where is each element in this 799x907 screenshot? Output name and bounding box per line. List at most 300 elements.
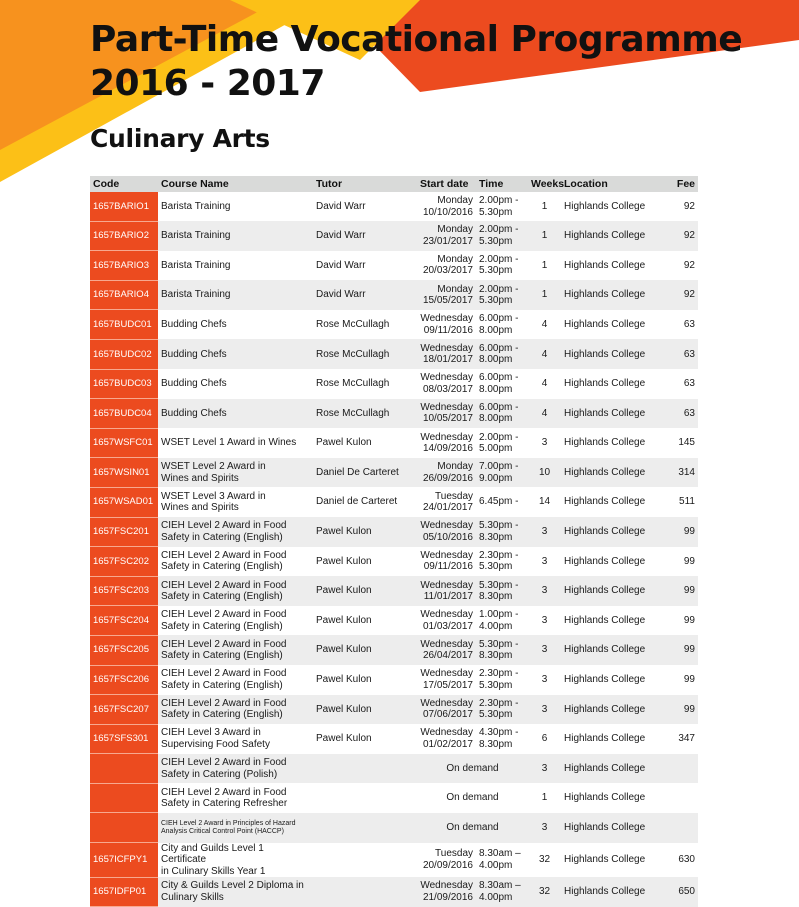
course-weeks: 4 (528, 369, 561, 399)
course-code: 1657WSAD01 (90, 487, 158, 517)
course-location: Highlands College (561, 635, 666, 665)
course-fee: 650 (666, 877, 698, 907)
course-start-day: Monday (437, 283, 473, 295)
course-name-line-1: City & Guilds Level 2 Diploma in (161, 880, 304, 892)
table-row (90, 576, 698, 606)
course-start-date: 17/05/2017 (422, 679, 473, 691)
course-name-line-1: CIEH Level 2 Award in Principles of Hazard (161, 819, 296, 827)
course-time-cell (476, 251, 528, 281)
course-time-start: 2.00pm - (479, 195, 519, 207)
table-row (90, 428, 698, 458)
course-location: Highlands College (561, 428, 666, 458)
course-name-cell (158, 458, 313, 488)
course-start-date: 08/03/2017 (422, 383, 473, 395)
course-name-line-1: CIEH Level 2 Award in Food (161, 786, 287, 798)
course-name-line-1: Barista Training (161, 289, 231, 301)
course-name-cell (158, 695, 313, 725)
course-start-date-cell (417, 339, 476, 369)
course-weeks: 3 (528, 813, 561, 843)
course-code: 1657IDFP01 (90, 877, 158, 907)
table-row (90, 280, 698, 310)
course-start-date: 07/06/2017 (422, 709, 473, 721)
course-location: Highlands College (561, 310, 666, 340)
course-tutor: Rose McCullagh (313, 310, 417, 340)
course-start-on-demand: On demand (417, 783, 528, 813)
course-start-date-cell (417, 576, 476, 606)
course-time-end: 5.30pm (479, 265, 513, 277)
course-weeks: 3 (528, 517, 561, 547)
course-code: 1657SFS301 (90, 724, 158, 754)
table-row (90, 251, 698, 281)
course-name-cell (158, 251, 313, 281)
course-name-cell (158, 369, 313, 399)
course-start-on-demand: On demand (417, 813, 528, 843)
course-name-line-2: Safety in Catering (English) (161, 709, 283, 721)
column-header-start-date: Start date (417, 176, 476, 192)
course-start-date-cell (417, 280, 476, 310)
course-start-day: Monday (437, 195, 473, 207)
course-name-cell (158, 339, 313, 369)
course-name-line-1: WSET Level 1 Award in Wines (161, 437, 297, 449)
column-header-tutor: Tutor (313, 176, 417, 192)
course-fee (666, 783, 698, 813)
course-code: 1657FSC206 (90, 665, 158, 695)
course-tutor: David Warr (313, 251, 417, 281)
course-name-line-2: Culinary Skills (161, 891, 224, 903)
course-start-date: 05/10/2016 (422, 531, 473, 543)
course-code: 1657WSFC01 (90, 428, 158, 458)
course-location: Highlands College (561, 665, 666, 695)
course-location: Highlands College (561, 843, 666, 878)
course-time-start: 6.00pm - (479, 372, 519, 384)
course-name-line-2: Wines and Spirits (161, 472, 239, 484)
course-time-end: 8.30pm (479, 591, 513, 603)
course-name-line-1: Barista Training (161, 200, 231, 212)
course-weeks: 1 (528, 251, 561, 281)
table-row (90, 192, 698, 221)
course-fee: 314 (666, 458, 698, 488)
course-time-cell (476, 606, 528, 636)
course-name-line-2: Analysis Critical Control Point (HACCP) (161, 827, 284, 835)
course-time-cell (476, 428, 528, 458)
course-start-date-cell (417, 843, 476, 878)
course-time-start: 8.30am – (479, 848, 521, 860)
course-start-date: 20/03/2017 (422, 265, 473, 277)
course-tutor: Pawel Kulon (313, 428, 417, 458)
course-time-cell (476, 576, 528, 606)
course-name-line-1: Budding Chefs (161, 318, 227, 330)
course-name-line-1: Budding Chefs (161, 378, 227, 390)
course-location: Highlands College (561, 724, 666, 754)
course-location: Highlands College (561, 813, 666, 843)
course-location: Highlands College (561, 754, 666, 784)
course-name-cell (158, 487, 313, 517)
course-location: Highlands College (561, 877, 666, 907)
course-start-date-cell (417, 369, 476, 399)
course-start-date: 20/09/2016 (422, 859, 473, 871)
table-row (90, 635, 698, 665)
title-line-2: 2016 - 2017 (90, 63, 325, 104)
course-name-line-1: CIEH Level 2 Award in Food (161, 579, 287, 591)
course-name-line-2: Safety in Catering (English) (161, 679, 283, 691)
course-code (90, 754, 158, 784)
course-code: 1657FSC202 (90, 547, 158, 577)
course-location: Highlands College (561, 458, 666, 488)
course-time-end: 8.30pm (479, 650, 513, 662)
course-start-date-cell (417, 192, 476, 221)
course-location: Highlands College (561, 192, 666, 221)
course-time-cell (476, 192, 528, 221)
course-start-day: Monday (437, 461, 473, 473)
table-row (90, 339, 698, 369)
course-weeks: 4 (528, 339, 561, 369)
course-tutor: Daniel De Carteret (313, 458, 417, 488)
table-row (90, 724, 698, 754)
column-header-course-name: Course Name (158, 176, 313, 192)
course-start-date-cell (417, 606, 476, 636)
course-start-date: 01/03/2017 (422, 620, 473, 632)
course-tutor: David Warr (313, 192, 417, 221)
course-time-start: 5.30pm - (479, 520, 519, 532)
course-name-line-2: Safety in Catering (English) (161, 620, 283, 632)
course-start-date: 15/05/2017 (422, 295, 473, 307)
table-row (90, 221, 698, 251)
course-time-end: 8.00pm (479, 354, 513, 366)
course-name-line-2: Wines and Spirits (161, 502, 239, 514)
course-time-cell (476, 221, 528, 251)
course-weeks: 1 (528, 221, 561, 251)
course-fee (666, 754, 698, 784)
course-name-cell (158, 517, 313, 547)
course-code: 1657FSC207 (90, 695, 158, 725)
course-start-date-cell (417, 428, 476, 458)
course-location: Highlands College (561, 369, 666, 399)
course-start-day: Wednesday (420, 372, 473, 384)
course-fee: 347 (666, 724, 698, 754)
course-time-start: 1.00pm - (479, 609, 519, 621)
course-start-day: Monday (437, 224, 473, 236)
course-start-day: Wednesday (420, 638, 473, 650)
course-name-line-1: WSET Level 2 Award in (161, 461, 266, 473)
course-start-date-cell (417, 665, 476, 695)
course-tutor (313, 754, 417, 784)
course-start-day: Wednesday (420, 549, 473, 561)
course-time-end: 5.00pm (479, 443, 513, 455)
course-name-line-1: CIEH Level 3 Award in (161, 727, 261, 739)
course-tutor (313, 783, 417, 813)
course-start-day: Monday (437, 253, 473, 265)
table-row (90, 665, 698, 695)
course-time-start: 6.00pm - (479, 342, 519, 354)
column-header-weeks: Weeks (528, 176, 561, 192)
course-time-end: 9.00pm (479, 472, 513, 484)
course-time-cell (476, 843, 528, 878)
course-time-start: 2.30pm - (479, 668, 519, 680)
course-tutor: Pawel Kulon (313, 724, 417, 754)
course-time-start: 2.00pm - (479, 431, 519, 443)
course-fee: 63 (666, 399, 698, 429)
course-time-end: 8.00pm (479, 383, 513, 395)
course-weeks: 1 (528, 192, 561, 221)
course-start-date: 10/10/2016 (422, 206, 473, 218)
table-row (90, 813, 698, 843)
course-fee (666, 813, 698, 843)
course-table-body (90, 192, 698, 907)
course-fee: 92 (666, 280, 698, 310)
course-time-start: 2.00pm - (479, 283, 519, 295)
course-time-end: 5.30pm (479, 709, 513, 721)
table-row (90, 310, 698, 340)
course-time-end: 8.00pm (479, 324, 513, 336)
course-tutor: Rose McCullagh (313, 339, 417, 369)
course-start-date: 23/01/2017 (422, 235, 473, 247)
course-time-cell (476, 369, 528, 399)
course-location: Highlands College (561, 251, 666, 281)
course-start-date-cell (417, 221, 476, 251)
course-tutor: Rose McCullagh (313, 369, 417, 399)
course-name-cell (158, 280, 313, 310)
course-tutor: Daniel de Carteret (313, 487, 417, 517)
table-row (90, 399, 698, 429)
course-start-day: Wednesday (420, 431, 473, 443)
course-fee: 99 (666, 665, 698, 695)
course-name-cell (158, 843, 313, 878)
course-tutor (313, 877, 417, 907)
course-fee: 630 (666, 843, 698, 878)
course-start-date-cell (417, 399, 476, 429)
course-start-date-cell (417, 635, 476, 665)
course-code: 1657BUDC04 (90, 399, 158, 429)
course-name-line-2: Safety in Catering (English) (161, 561, 283, 573)
course-name-line-1: CIEH Level 2 Award in Food (161, 549, 287, 561)
course-weeks: 4 (528, 399, 561, 429)
course-time-start: 6.00pm - (479, 313, 519, 325)
course-start-date: 26/09/2016 (422, 472, 473, 484)
table-row (90, 783, 698, 813)
column-header-location: Location (561, 176, 666, 192)
course-start-day: Wednesday (420, 727, 473, 739)
course-start-date-cell (417, 251, 476, 281)
course-name-cell (158, 576, 313, 606)
course-fee: 145 (666, 428, 698, 458)
course-time-end: 4.00pm (479, 859, 513, 871)
course-code: 1657BUDC02 (90, 339, 158, 369)
page-title (90, 18, 742, 106)
table-row (90, 458, 698, 488)
course-weeks: 10 (528, 458, 561, 488)
course-time-cell (476, 695, 528, 725)
course-tutor: Pawel Kulon (313, 576, 417, 606)
course-fee: 511 (666, 487, 698, 517)
course-tutor: Rose McCullagh (313, 399, 417, 429)
course-fee: 99 (666, 606, 698, 636)
course-table (90, 176, 698, 907)
course-start-date: 26/04/2017 (422, 650, 473, 662)
course-tutor: Pawel Kulon (313, 547, 417, 577)
course-time-start: 8.30am – (479, 880, 521, 892)
course-start-date-cell (417, 877, 476, 907)
table-row (90, 547, 698, 577)
course-name-cell (158, 724, 313, 754)
course-start-date-cell (417, 517, 476, 547)
course-start-day: Wednesday (420, 697, 473, 709)
course-start-date: 24/01/2017 (422, 502, 473, 514)
course-time-cell (476, 280, 528, 310)
course-time-end: 5.30pm (479, 561, 513, 573)
course-time-cell (476, 310, 528, 340)
course-name-cell (158, 547, 313, 577)
course-location: Highlands College (561, 576, 666, 606)
course-start-date: 01/02/2017 (422, 738, 473, 750)
course-location: Highlands College (561, 783, 666, 813)
course-start-date-cell (417, 487, 476, 517)
course-location: Highlands College (561, 606, 666, 636)
course-weeks: 3 (528, 754, 561, 784)
course-code: 1657BUDC03 (90, 369, 158, 399)
course-location: Highlands College (561, 280, 666, 310)
course-fee: 63 (666, 339, 698, 369)
course-start-day: Wednesday (420, 313, 473, 325)
course-weeks: 3 (528, 665, 561, 695)
course-name-line-1: City and Guilds Level 1 Certificate (161, 842, 264, 866)
course-time-end: 5.30pm (479, 679, 513, 691)
course-fee: 99 (666, 547, 698, 577)
course-name-line-2: Supervising Food Safety (161, 738, 270, 750)
course-tutor: Pawel Kulon (313, 665, 417, 695)
course-start-day: Wednesday (420, 401, 473, 413)
course-time-cell (476, 399, 528, 429)
course-start-date: 18/01/2017 (422, 354, 473, 366)
course-weeks: 14 (528, 487, 561, 517)
column-header-fee: Fee (666, 176, 698, 192)
course-name-cell (158, 877, 313, 907)
course-fee: 63 (666, 369, 698, 399)
course-start-date-cell (417, 724, 476, 754)
course-weeks: 32 (528, 843, 561, 878)
course-start-date: 21/09/2016 (422, 891, 473, 903)
course-time-end: 5.30pm (479, 206, 513, 218)
course-tutor: Pawel Kulon (313, 695, 417, 725)
course-start-date: 11/01/2017 (423, 591, 473, 603)
course-weeks: 6 (528, 724, 561, 754)
course-name-line-1: Barista Training (161, 230, 231, 242)
course-name-cell (158, 783, 313, 813)
course-code: 1657ICFPY1 (90, 843, 158, 878)
course-start-date: 09/11/2016 (423, 561, 473, 573)
course-start-day: Wednesday (420, 520, 473, 532)
course-start-date: 10/05/2017 (422, 413, 473, 425)
course-time-end: 5.30pm (479, 235, 513, 247)
course-code: 1657FSC205 (90, 635, 158, 665)
course-fee: 92 (666, 221, 698, 251)
course-name-line-2: Safety in Catering (Polish) (161, 768, 278, 780)
course-location: Highlands College (561, 339, 666, 369)
course-name-line-1: WSET Level 3 Award in (161, 490, 266, 502)
course-code: 1657BUDC01 (90, 310, 158, 340)
course-time-start: 6.45pm - (479, 496, 519, 508)
course-tutor: Pawel Kulon (313, 517, 417, 547)
course-name-cell (158, 399, 313, 429)
course-start-date-cell (417, 310, 476, 340)
course-name-cell (158, 221, 313, 251)
course-code: 1657FSC203 (90, 576, 158, 606)
course-name-cell (158, 665, 313, 695)
course-code: 1657BARIO3 (90, 251, 158, 281)
course-name-cell (158, 428, 313, 458)
table-row (90, 754, 698, 784)
course-time-cell (476, 635, 528, 665)
course-time-end: 4.00pm (479, 620, 513, 632)
course-name-line-1: Barista Training (161, 259, 231, 271)
table-header-row (90, 176, 698, 192)
course-fee: 92 (666, 251, 698, 281)
course-start-date-cell (417, 695, 476, 725)
course-start-day: Wednesday (420, 668, 473, 680)
course-start-day: Wednesday (420, 880, 473, 892)
title-line-1: Part-Time Vocational Programme (90, 19, 743, 60)
course-tutor: Pawel Kulon (313, 635, 417, 665)
course-weeks: 1 (528, 783, 561, 813)
course-code: 1657WSIN01 (90, 458, 158, 488)
course-tutor: David Warr (313, 280, 417, 310)
course-time-start: 5.30pm - (479, 579, 519, 591)
course-location: Highlands College (561, 547, 666, 577)
course-time-cell (476, 458, 528, 488)
table-row (90, 487, 698, 517)
course-time-start: 2.30pm - (479, 697, 519, 709)
course-name-cell (158, 813, 313, 843)
course-code (90, 783, 158, 813)
section-title: Culinary Arts (90, 124, 270, 153)
course-start-day: Wednesday (420, 579, 473, 591)
course-time-cell (476, 339, 528, 369)
column-header-time: Time (476, 176, 528, 192)
course-name-line-1: CIEH Level 2 Award in Food (161, 638, 287, 650)
course-weeks: 3 (528, 635, 561, 665)
course-fee: 99 (666, 576, 698, 606)
table-row (90, 877, 698, 907)
course-time-cell (476, 665, 528, 695)
course-name-line-1: Budding Chefs (161, 348, 227, 360)
course-tutor (313, 813, 417, 843)
course-start-date-cell (417, 458, 476, 488)
course-start-day: Wednesday (420, 342, 473, 354)
course-code: 1657FSC204 (90, 606, 158, 636)
course-start-date: 14/09/2016 (422, 443, 473, 455)
column-header-code: Code (90, 176, 158, 192)
course-code: 1657BARIO4 (90, 280, 158, 310)
table-row (90, 517, 698, 547)
course-name-line-2: Safety in Catering (English) (161, 650, 283, 662)
course-time-start: 6.00pm - (479, 401, 519, 413)
course-time-end: 8.00pm (479, 413, 513, 425)
course-weeks: 3 (528, 547, 561, 577)
course-weeks: 3 (528, 576, 561, 606)
table-row (90, 695, 698, 725)
course-name-cell (158, 192, 313, 221)
course-name-cell (158, 635, 313, 665)
course-name-line-1: CIEH Level 2 Award in Food (161, 757, 287, 769)
course-time-end: 5.30pm (479, 295, 513, 307)
course-name-line-1: CIEH Level 2 Award in Food (161, 697, 287, 709)
course-time-cell (476, 517, 528, 547)
table-row (90, 606, 698, 636)
course-name-line-1: CIEH Level 2 Award in Food (161, 668, 287, 680)
course-tutor: David Warr (313, 221, 417, 251)
course-name-cell (158, 754, 313, 784)
course-fee: 99 (666, 517, 698, 547)
course-name-line-2: in Culinary Skills Year 1 (161, 865, 266, 877)
